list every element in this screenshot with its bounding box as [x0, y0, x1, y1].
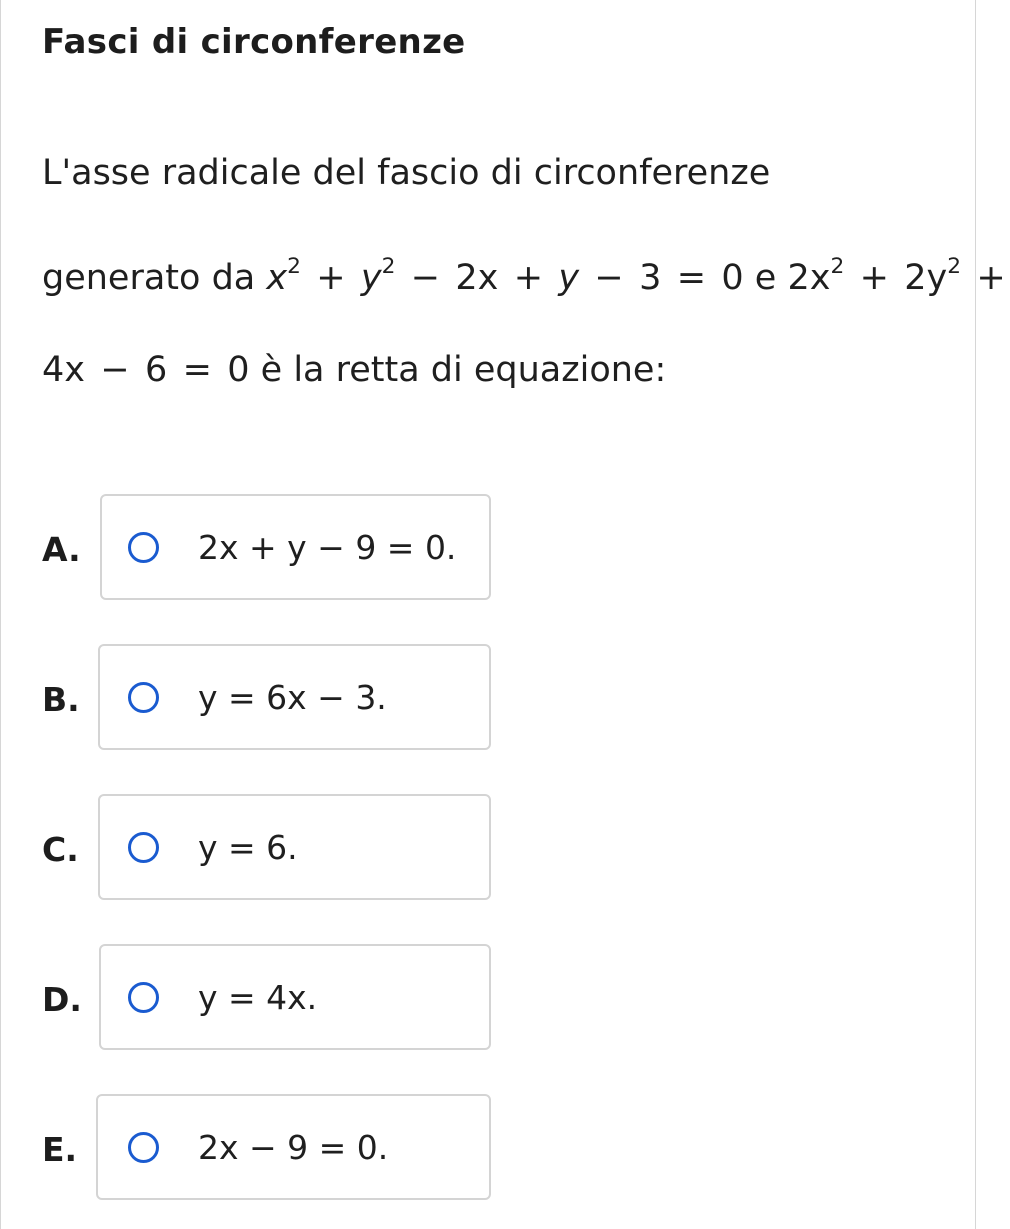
question-line-3 [42, 350, 666, 390]
radio-circle-icon[interactable] [128, 682, 159, 713]
question-generated-by: generato da [42, 258, 256, 298]
option-d[interactable] [0, 944, 976, 1054]
option-c[interactable] [0, 794, 976, 904]
option-letter: B. [42, 680, 80, 719]
equation-2-part-1: $2x^2 + 2y^2$ + [787, 254, 1006, 298]
page-title: Fasci di circonferenze [42, 22, 466, 62]
option-text: y = 4x. [198, 978, 318, 1017]
question-tail: è la retta di equazione: [260, 350, 667, 390]
radio-circle-icon[interactable] [128, 532, 159, 563]
option-text: y = 6. [198, 828, 298, 867]
option-e[interactable] [0, 1094, 976, 1204]
equation-2-part-2: 4x − 6 = 0 [42, 350, 250, 390]
radio-circle-icon[interactable] [128, 1132, 159, 1163]
option-letter: E. [42, 1130, 78, 1169]
question-line-1: L'asse radicale del fascio di circonferenze [42, 153, 771, 193]
option-text: 2x + y − 9 = 0. [198, 528, 457, 567]
option-a[interactable] [0, 494, 976, 604]
equation-1: $x^2 + y^2 - 2x + y - 3 = 0$ [266, 254, 744, 298]
option-text: 2x − 9 = 0. [198, 1128, 389, 1167]
question-conjunction: e [754, 258, 777, 298]
option-letter: D. [42, 980, 82, 1019]
option-b[interactable] [0, 644, 976, 754]
radio-circle-icon[interactable] [128, 982, 159, 1013]
radio-circle-icon[interactable] [128, 832, 159, 863]
question-line-2 [42, 254, 1010, 298]
option-text: y = 6x − 3. [198, 678, 387, 717]
option-letter: C. [42, 830, 79, 869]
option-letter: A. [42, 530, 81, 569]
